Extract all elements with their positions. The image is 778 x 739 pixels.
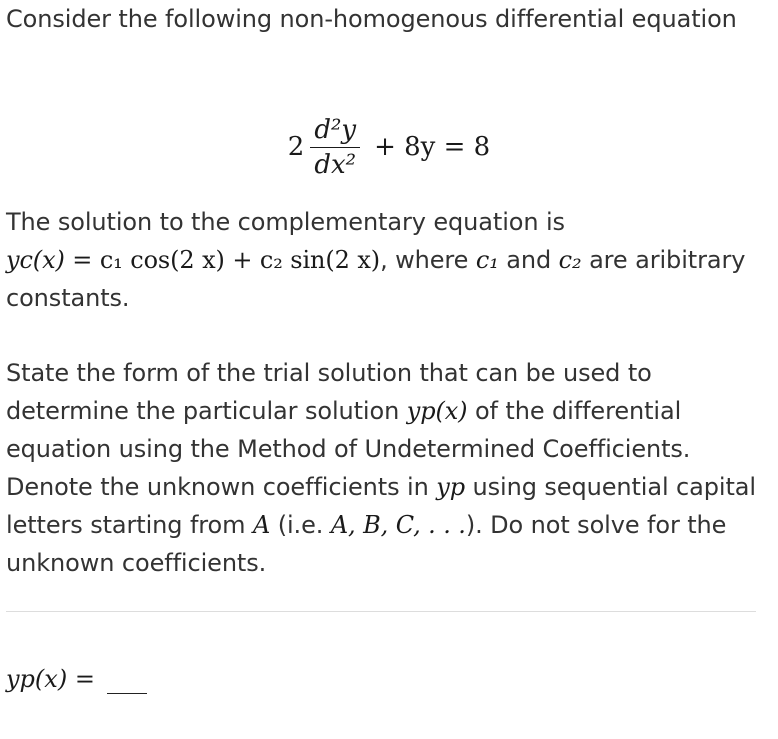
yp-short-symbol: yp [436,473,465,501]
yc-rhs: = c₁ cos(2 x) + c₂ sin(2 x) [72,246,381,274]
fraction-denominator: dx² [310,147,360,180]
prompt-part2: of the differential equation using the Method of Undetermined Coefficients. Denote the unknown coefficients in [6,397,691,501]
abc-sequence: A, B, C, . . . [330,511,466,539]
derivative-fraction [310,115,360,180]
ie-open: (i.e. [277,511,324,539]
equation-coefficient: 2 [287,132,305,162]
yc-lhs: yc(x) [6,246,65,274]
answer-input[interactable] [107,663,147,694]
instructions-text [6,354,766,582]
c2-symbol: c₂ [558,246,582,274]
and-text: and [506,246,552,274]
intro-text: Consider the following non-homogenous differential equation [6,5,737,33]
c1-symbol: c₁ [475,246,499,274]
prompt-part1: State the form of the trial solution that can be used to determine the particular solution [6,359,652,425]
answer-label: yp(x) = [6,665,95,693]
equation-rest: + 8y = 8 [374,132,491,162]
section-divider [6,611,756,612]
prompt-part4: ). Do not solve for the unknown coefficients. [6,511,727,577]
where-text: , where [380,246,469,274]
prompt-part3: using sequential capital letters starting from [6,473,756,539]
a-symbol: A [252,511,271,539]
constants-tail: are aribitrary constants. [6,246,746,312]
complementary-solution-text [6,203,766,317]
fraction-numerator: d²y [314,114,357,145]
yp-symbol: yp(x) [406,397,468,425]
answer-row [6,660,147,698]
differential-equation [0,104,778,190]
complementary-lead: The solution to the complementary equation is [6,208,565,236]
